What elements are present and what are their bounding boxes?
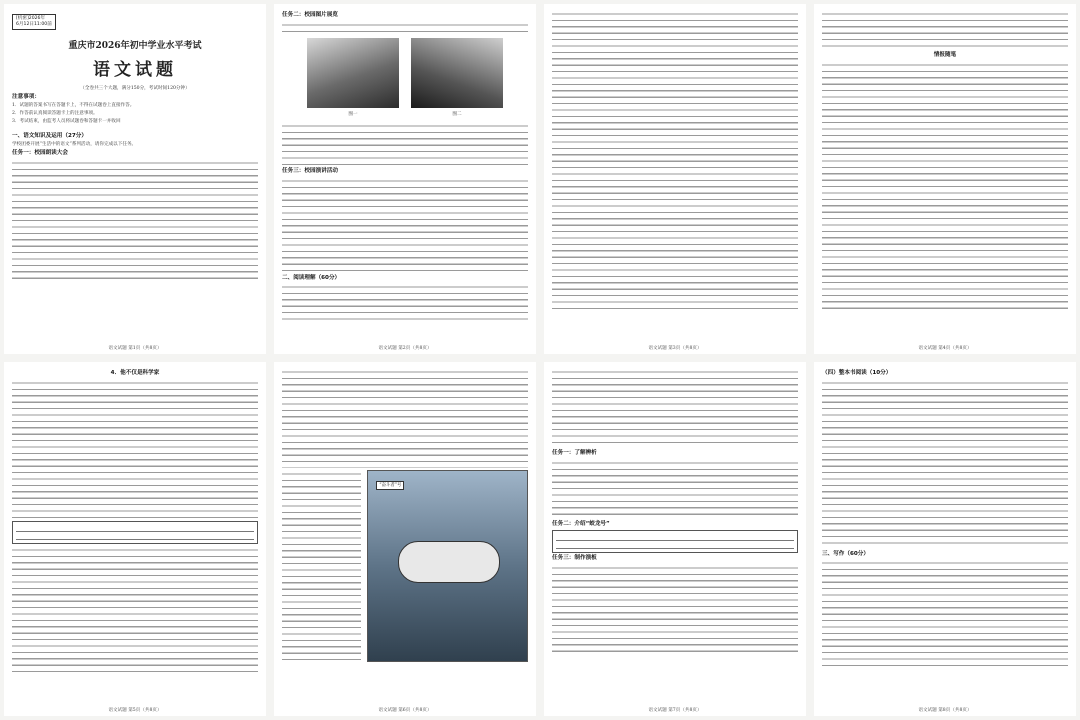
exam-title: 重庆市2026年初中学业水平考试 [68,41,202,51]
answer-line[interactable] [16,533,254,540]
body-text-block [822,61,1068,311]
submersible-illustration [367,470,528,662]
body-text-block [282,283,528,323]
task-heading: 任务二：介绍“蛟龙号” [552,520,610,527]
material-row [282,470,528,662]
body-text-block [822,10,1068,50]
page-footer: 语文试题 第1页（共8页） [108,346,162,351]
note-item: 1．试题的答案书写在答题卡上，不得在试题卷上直接作答。 [12,102,135,108]
body-text-block [282,368,528,468]
body-text-block [282,470,361,660]
note-item: 3．考试结束，由监考人员将试题卷和答题卡一并收回 [12,118,121,124]
page-footer: 语文试题 第8页（共8页） [918,708,972,713]
body-text-block [552,368,798,448]
page-footer: 语文试题 第5页（共8页） [108,708,162,713]
body-text-block [12,379,258,519]
page-3 [544,4,806,354]
answer-line[interactable] [556,534,794,541]
photo-row [282,38,528,120]
body-text-block [12,546,258,676]
figure-caption: 图二 [452,111,462,117]
task-heading: 任务三：校园演讲活动 [282,168,338,175]
figure-2 [411,38,503,120]
page-4 [814,4,1076,354]
section-heading: 二、阅读理解（60分） [282,274,341,281]
task-heading: 任务三：制作演板 [552,555,597,561]
page-1 [4,4,266,354]
page-footer: 语文试题 第2页（共8页） [378,346,432,351]
section-heading: 一、语文知识及运用（27分） [12,133,87,140]
page-7 [544,362,806,716]
notes-heading: 注意事项： [12,94,40,101]
stamp-line: 6月12日11:00前 [16,22,52,27]
illustration-label: “奋斗者”号 [376,481,404,490]
exam-subtitle: （全卷共三个大题，满分150分，考试时间120分钟） [80,86,190,91]
article-title: 4．他不仅是科学家 [110,370,160,376]
intro-text: 学校团委开展“生活中的语文”系列活动，请你完成以下任务。 [12,141,137,147]
answer-box [12,521,258,544]
figure-caption: 图一 [348,111,358,117]
answer-line[interactable] [16,525,254,532]
answer-box [552,530,798,553]
page-5 [4,362,266,716]
scenery-photo-2 [411,38,503,108]
answer-line[interactable] [556,542,794,549]
submersible-shape [398,541,500,583]
section-heading: 三、写作（60分） [822,550,869,557]
scenery-photo-1 [307,38,399,108]
body-text-block [822,379,1068,549]
body-text-block [12,159,258,279]
body-text-block [282,122,528,166]
page-footer: 语文试题 第3页（共8页） [648,346,702,351]
page-footer: 语文试题 第6页（共8页） [378,708,432,713]
task-heading: 任务一：校园朗读大会 [12,150,68,157]
body-text-block [822,559,1068,669]
body-text-block [282,21,528,35]
page-2 [274,4,536,354]
page-6 [274,362,536,716]
body-text-block [552,564,798,654]
task-heading: 任务一：了解辨析 [552,450,597,456]
subject-title: 语文试题 [93,60,177,80]
stamp-line: [机密]2026年 [16,16,46,21]
section-heading: （四）整本书阅读（10分） [822,370,892,376]
article-title: 情报随笔 [933,52,957,58]
body-text-block [552,459,798,519]
body-text-block [282,177,528,273]
confidential-stamp [12,14,56,30]
body-text-block [552,10,798,310]
task-heading: 任务二：校园图片展览 [282,12,338,18]
note-item: 2．作答前认真阅读答题卡上的注意事项。 [12,110,98,116]
figure-1 [307,38,399,120]
page-footer: 语文试题 第7页（共8页） [648,708,702,713]
page-8 [814,362,1076,716]
page-footer: 语文试题 第4页（共8页） [918,346,972,351]
